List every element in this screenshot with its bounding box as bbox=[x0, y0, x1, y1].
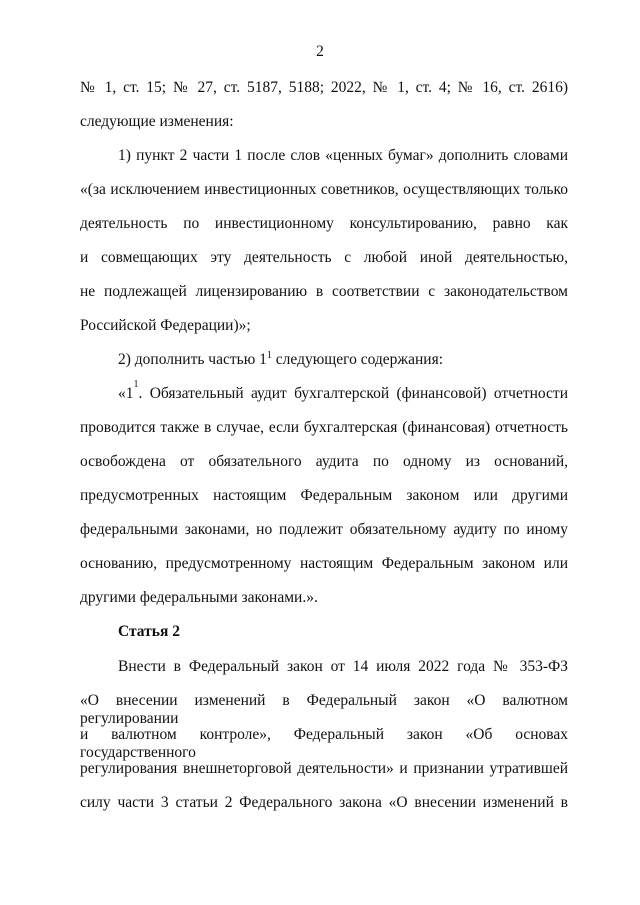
text-line-15: основанию, предусмотренному настоящим Федеральным законом или bbox=[80, 555, 568, 572]
text-line-10-start: «1 bbox=[118, 385, 134, 402]
text-line-16: другими федеральными законами.». bbox=[80, 589, 318, 606]
text-line-6: и совмещающих эту деятельность с любой иной деятельностью, bbox=[80, 249, 568, 266]
text-line-20: и валютном контроле», Федеральный закон «Об основах государственного bbox=[80, 726, 568, 761]
superscript-marker: 1 bbox=[133, 379, 139, 390]
text-line-8: Российской Федерации)»; bbox=[80, 317, 251, 334]
text-line-9 bbox=[118, 351, 443, 369]
text-line-10-end: . Обязательный аудит бухгалтерской (финансовой) отчетности bbox=[138, 385, 568, 402]
text-line-14: федеральными законами, но подлежит обязательному аудиту по иному bbox=[80, 521, 568, 538]
text-line-7: не подлежащей лицензированию в соответствии с законодательством bbox=[80, 283, 568, 300]
text-line-19: «О внесении изменений в Федеральный закон «О валютном регулировании bbox=[80, 692, 568, 727]
text-line-21: регулирования внешнеторговой деятельности» и признании утратившей bbox=[80, 760, 568, 777]
text-line-10 bbox=[118, 379, 568, 403]
article-heading: Статья 2 bbox=[118, 623, 180, 640]
page-number: 2 bbox=[316, 43, 324, 60]
superscript-marker: 1 bbox=[266, 350, 272, 361]
text-line-22: силу части 3 статьи 2 Федерального закона «О внесении изменений в bbox=[80, 794, 568, 811]
text-line-9-start: 2) дополнить частью 1 bbox=[118, 351, 267, 368]
text-line-2: следующие изменения: bbox=[80, 113, 234, 130]
text-line-11: проводится также в случае, если бухгалтерская (финансовая) отчетность bbox=[80, 419, 568, 436]
text-line-9-end: следующего содержания: bbox=[271, 351, 444, 368]
text-line-12: освобождена от обязательного аудита по одному из оснований, bbox=[80, 453, 568, 470]
text-line-1: № 1, ст. 15; № 27, ст. 5187, 5188; 2022, № 1, ст. 4; № 16, ст. 2616) bbox=[80, 79, 568, 96]
text-line-3: 1) пункт 2 части 1 после слов «ценных бумаг» дополнить словами bbox=[118, 147, 568, 164]
text-line-13: предусмотренных настоящим Федеральным законом или другими bbox=[80, 487, 568, 504]
text-line-4: «(за исключением инвестиционных советников, осуществляющих только bbox=[80, 181, 568, 198]
text-line-18: Внести в Федеральный закон от 14 июля 2022 года № 353-ФЗ bbox=[118, 658, 568, 675]
text-line-5: деятельность по инвестиционному консультированию, равно как bbox=[80, 215, 568, 232]
